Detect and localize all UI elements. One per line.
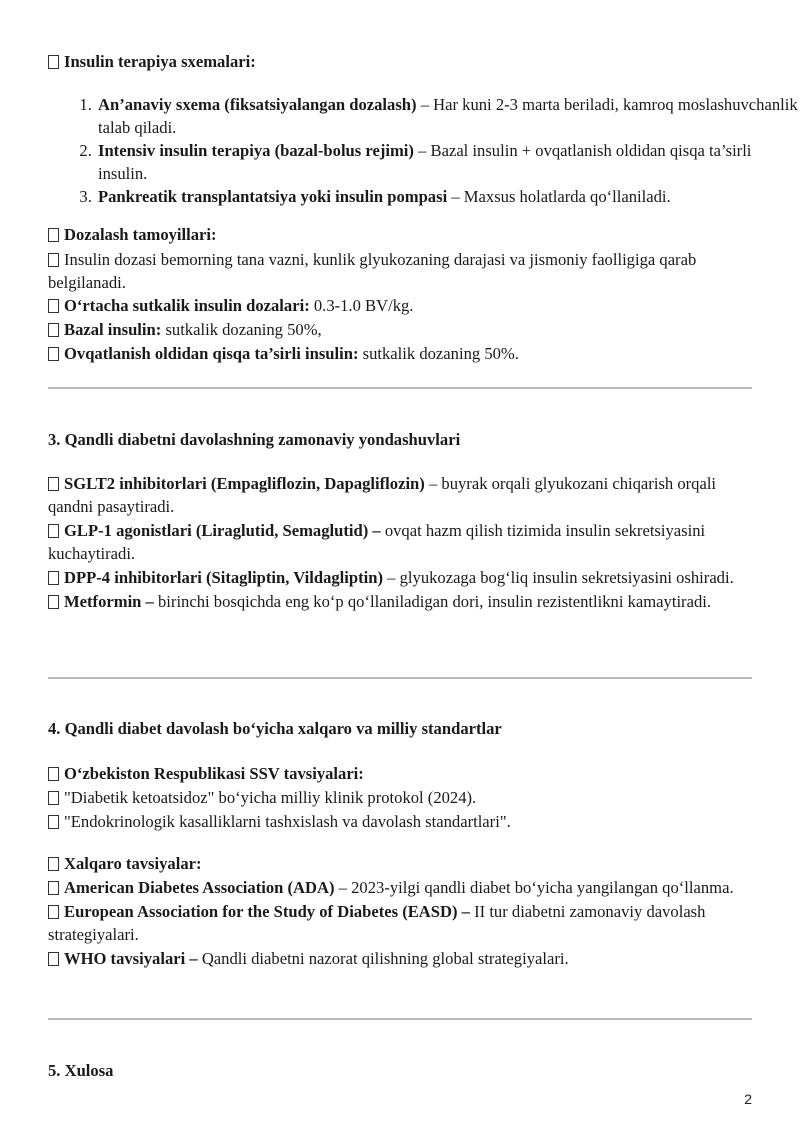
bullet-symbol-icon <box>48 524 59 538</box>
list-item: 1. An’anaviy sxema (fiksatsiyalangan dozalash) – Har kuni 2-3 marta beriladi, kamroq moslashuvchanlik talab qiladi. <box>96 93 800 139</box>
dosing-block <box>48 223 752 365</box>
bullet-symbol-icon <box>48 905 59 919</box>
list-item: 2. Intensiv insulin terapiya (bazal-bolus rejimi) – Bazal insulin + ovqatlanish oldidan qisqa ta’sirli insulin. <box>96 139 800 185</box>
bullet-symbol-icon <box>48 299 59 313</box>
bullet-symbol-icon <box>48 857 59 871</box>
approach-line: SGLT2 inhibitorlari (Empagliflozin, Dapagliflozin) – buyrak orqali glyukozani chiqarish orqali qandni pasaytiradi. <box>48 474 717 516</box>
bullet-symbol-icon <box>48 952 59 966</box>
national-title: O‘zbekiston Respublikasi SSV tavsiyalari: <box>48 762 752 785</box>
section-divider <box>48 677 752 679</box>
intl-line: European Association for the Study of Diabetes (EASD) – II tur diabetni zamonaviy davolash strategiyalari. <box>48 902 706 944</box>
bullet-symbol-icon <box>48 323 59 337</box>
bullet-symbol-icon <box>48 815 59 829</box>
section-heading: 4. Qandli diabet davolash bo‘yicha xalqaro va milliy standartlar <box>48 719 502 738</box>
bullet-symbol-icon <box>48 253 59 267</box>
bullet-symbol-icon <box>48 767 59 781</box>
dosing-line: Ovqatlanish oldidan qisqa ta’sirli insulin: sutkalik dozaning 50%. <box>48 342 752 365</box>
national-line: "Endokrinologik kasalliklarni tashxislash va davolash standartlari". <box>48 810 752 833</box>
approaches-block <box>48 472 752 613</box>
dosing-line: Bazal insulin: sutkalik dozaning 50%, <box>48 318 752 341</box>
bullet-symbol-icon <box>48 791 59 805</box>
dosing-line: O‘rtacha sutkalik insulin dozalari: 0.3-1.0 BV/kg. <box>48 294 752 317</box>
standards-block <box>48 762 752 970</box>
bullet-symbol-icon <box>48 228 59 242</box>
bullet-symbol-icon <box>48 477 59 491</box>
list-item: 3. Pankreatik transplantatsiya yoki insulin pompasi – Maxsus holatlarda qo‘llaniladi. <box>96 185 800 208</box>
approach-line: GLP-1 agonistlari (Liraglutid, Semaglutid) – ovqat hazm qilish tizimida insulin sekretsiyasini kuchaytiradi. <box>48 521 706 563</box>
approach-line: Metformin – birinchi bosqichda eng ko‘p qo‘llaniladigan dori, insulin rezistentlikni kamaytiradi. <box>48 590 752 613</box>
page-number: 2 <box>744 1091 752 1107</box>
dosing-intro: Insulin dozasi bemorning tana vazni, kunlik glyukozaning darajasi va jismoniy faolligiga qarab belgilanadi. <box>48 250 697 292</box>
intl-line: WHO tavsiyalari – Qandli diabetni nazorat qilishning global strategiyalari. <box>48 947 752 970</box>
bullet-symbol-icon <box>48 571 59 585</box>
bullet-symbol-icon <box>48 55 59 69</box>
approach-line: DPP-4 inhibitorlari (Sitagliptin, Vildagliptin) – glyukozaga bog‘liq insulin sekretsiyasini oshiradi. <box>48 566 752 589</box>
intl-title: Xalqaro tavsiyalar: <box>48 852 752 875</box>
national-line: "Diabetik ketoatsidoz" bo‘yicha milliy klinik protokol (2024). <box>48 786 752 809</box>
section-heading: 3. Qandli diabetni davolashning zamonaviy yondashuvlari <box>48 430 461 449</box>
bullet-symbol-icon <box>48 595 59 609</box>
schemes-list <box>48 93 800 208</box>
section-heading: 5. Xulosa <box>48 1061 114 1080</box>
schemes-title: Insulin terapiya sxemalari: <box>48 50 256 73</box>
bullet-symbol-icon <box>48 881 59 895</box>
section-divider <box>48 1018 752 1020</box>
dosing-title: Dozalash tamoyillari: <box>48 223 752 246</box>
section-divider <box>48 387 752 389</box>
bullet-symbol-icon <box>48 347 59 361</box>
intl-line: American Diabetes Association (ADA) – 2023-yilgi qandli diabet bo‘yicha yangilangan qo‘llanma. <box>48 876 752 899</box>
